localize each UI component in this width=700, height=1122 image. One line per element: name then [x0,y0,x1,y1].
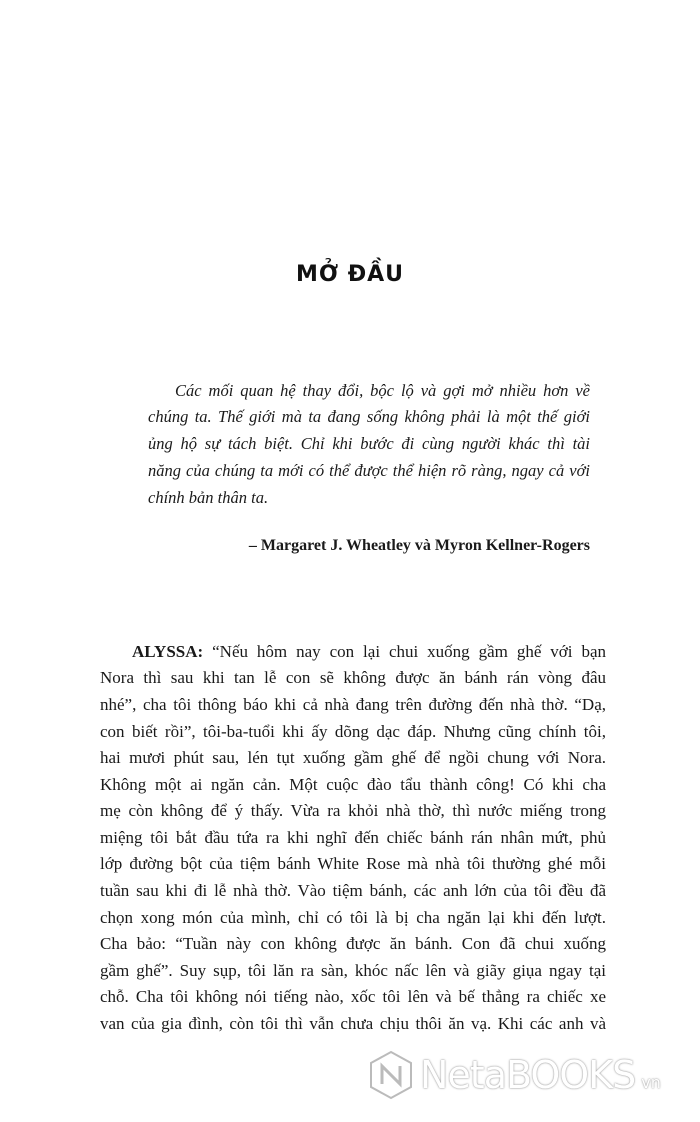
body-line-text: “Nếu hôm nay con lại chui xuống gầm ghế với bạn [203,642,606,661]
watermark-brand: NetaBOOKS [420,1053,636,1097]
body-line: lớp đường bột của tiệm bánh White Rose mà nhà tôi thường ghé mỗi [100,854,606,873]
epigraph-line: chúng ta. Thế giới mà ta đang sống không phải là một thế giới [148,407,590,426]
speaker-name: ALYSSA: [132,642,204,661]
body-line: nhé”, cha tôi thông báo khi cả nhà đang trên đường đến nhà thờ. “Dạ, [100,695,606,714]
epigraph-line: năng của chúng ta mới có thể được thể hiện rõ ràng, ngay cả với [148,461,590,480]
body-line: Cha bảo: “Tuần này con không được ăn bánh. Con đã chui xuống [100,934,606,953]
body-line: chỗ. Cha tôi không nói tiếng nào, xốc tôi lên và bế thẳng ra chiếc xe [100,987,606,1006]
body-line: tuần sau khi đi lễ nhà thờ. Vào tiệm bánh, các anh lớn của tôi đều đã [100,881,606,900]
netabooks-logo-icon [368,1050,414,1100]
body-line: con biết rồi”, tôi-ba-tuổi khi ấy dõng dạc đáp. Nhưng cũng chính tôi, [100,722,606,741]
body-line: miệng tôi bắt đầu tứa ra khi nghĩ đến chiếc bánh rán nhân mứt, phủ [100,828,606,847]
body-line: mẹ còn không để ý thấy. Vừa ra khỏi nhà thờ, thì nước miếng trong [100,801,606,820]
body-line: Không một ai ngăn cản. Một cuộc đào tẩu thành công! Có khi cha [100,775,606,794]
body-line: Nora thì sau khi tan lễ con sẽ không được ăn bánh rán vòng đâu [100,668,606,687]
body-line: van của gia đình, còn tôi thì vẫn chưa chịu thôi ăn vạ. Khi các anh và [100,1014,606,1033]
watermark-suffix: vn [641,1073,661,1092]
epigraph-line: chính bản thân ta. [148,488,269,507]
epigraph-attribution: – Margaret J. Wheatley và Myron Kellner-Rogers [248,537,590,554]
watermark [368,1050,661,1100]
epigraph-line: Các mối quan hệ thay đổi, bộc lộ và gợi mở nhiều hơn về [175,381,590,400]
body-line: hai mươi phút sau, lén tụt xuống gầm ghế để ngồi chung với Nora. [100,748,606,767]
body-line: chọn xong món của mình, chỉ có tôi là bị cha ngăn lại khi đến lượt. [100,908,606,927]
epigraph-line: ủng hộ sự tách biệt. Chỉ khi bước đi cùng người khác thì tài [148,434,590,453]
body-line [132,642,606,662]
chapter-title: MỞ ĐẦU [295,262,405,287]
body-line: gầm ghế”. Suy sụp, tôi lăn ra sàn, khóc nấc lên và giãy giụa ngay tại [100,961,606,980]
